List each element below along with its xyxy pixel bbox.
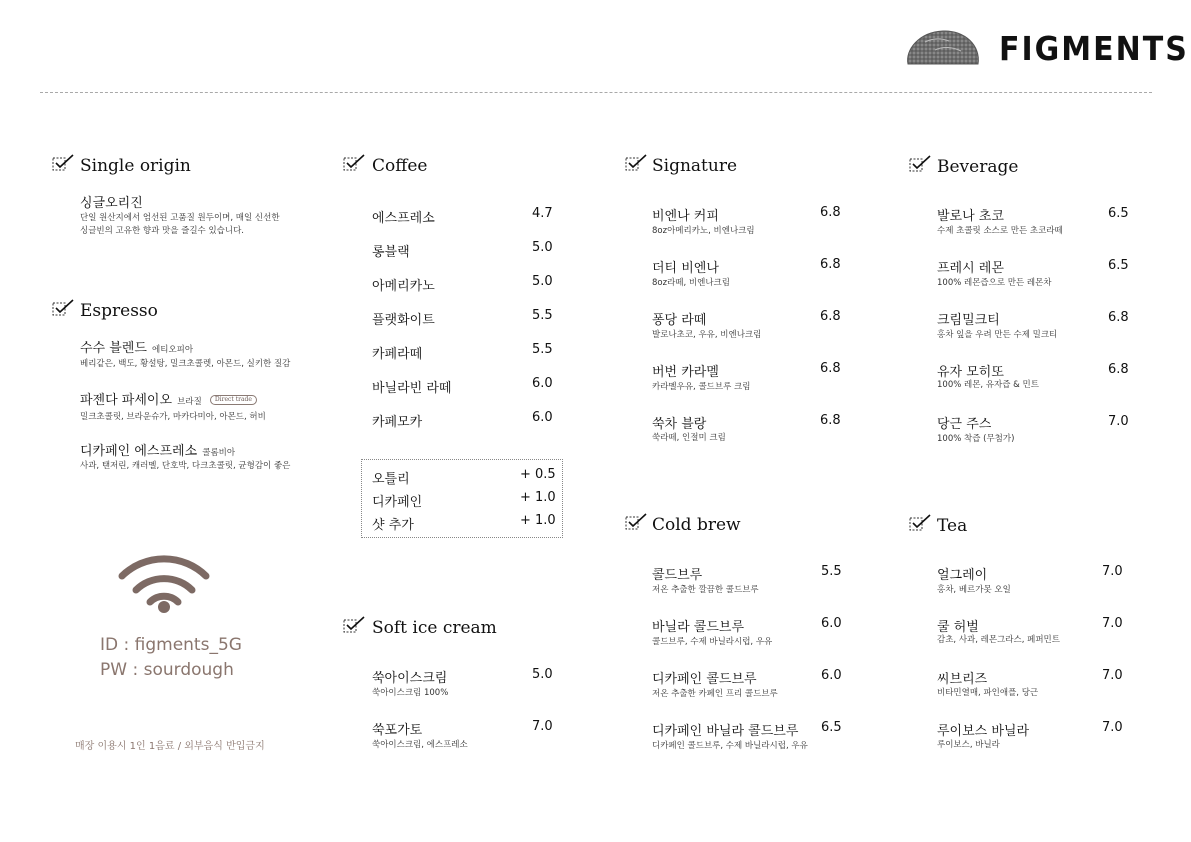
direct-trade-badge: Direct trade: [210, 395, 257, 405]
coffee-item-name: 카페모카: [372, 415, 423, 430]
beverage-item-name: 프레시 레몬: [937, 261, 1004, 276]
section-title-beverage: Beverage: [937, 157, 1019, 177]
coffee-option-price: + 1.0: [520, 490, 556, 505]
checkbox-check-icon: [909, 154, 931, 172]
coffee-item-price: 5.5: [532, 308, 553, 323]
single-origin-desc-line1: 단일 원산지에서 엄선된 고품질 원두이며, 매일 신선한: [80, 213, 280, 223]
signature-item-desc: 쑥라떼, 인절미 크림: [652, 433, 726, 443]
tea-item-price: 7.0: [1102, 616, 1123, 631]
tea-item-name: 얼그레이: [937, 568, 988, 583]
signature-item-price: 6.8: [820, 205, 841, 220]
coffee-item-price: 4.7: [532, 206, 553, 221]
cold-brew-item-price: 5.5: [821, 564, 842, 579]
ice-cream-item-price: 5.0: [532, 667, 553, 682]
signature-item-desc: 카라멜우유, 콜드브루 크림: [652, 382, 751, 392]
signature-item-name: 비엔나 커피: [652, 209, 719, 224]
espresso-item: [80, 337, 193, 356]
tea-item-desc: 비타민열매, 파인애플, 당근: [937, 688, 1039, 698]
tea-item-desc: 루이보스, 바닐라: [937, 740, 1000, 750]
tea-item-desc: 감초, 사과, 레몬그라스, 페퍼민트: [937, 635, 1060, 645]
section-title-coffee: Coffee: [372, 156, 428, 176]
coffee-item-name: 아메리카노: [372, 279, 435, 294]
espresso-item-name: 수수 블렌드: [80, 341, 147, 356]
beverage-item-name: 발로나 초코: [937, 209, 1004, 224]
espresso-item-notes: 사과, 탠저린, 캐러멜, 단호박, 다크초콜릿, 균형감이 좋은: [80, 461, 291, 471]
brand-name: FIGMENTS: [999, 30, 1189, 69]
coffee-item-price: 5.5: [532, 342, 553, 357]
signature-item-name: 쑥차 블랑: [652, 417, 707, 432]
section-title-cold-brew: Cold brew: [652, 515, 741, 535]
tea-item-name: 씨브리즈: [937, 672, 988, 687]
coffee-option-name: 디카페인: [372, 495, 423, 510]
espresso-item-origin: 콜롬비아: [202, 448, 236, 458]
signature-item-price: 6.8: [820, 413, 841, 428]
beverage-item-name: 크림밀크티: [937, 313, 1000, 328]
tea-item-name: 루이보스 바닐라: [937, 724, 1030, 739]
section-title-espresso: Espresso: [80, 301, 158, 321]
tea-item-price: 7.0: [1102, 668, 1123, 683]
cold-brew-item-price: 6.0: [821, 616, 842, 631]
coffee-option-price: + 0.5: [520, 467, 556, 482]
espresso-item-name: 디카페인 에스프레소: [80, 444, 198, 459]
coffee-item-price: 6.0: [532, 410, 553, 425]
coffee-option-name: 샷 추가: [372, 518, 414, 533]
espresso-item-origin: 에티오피아: [152, 345, 194, 355]
checkbox-check-icon: [52, 153, 74, 171]
tea-item-price: 7.0: [1102, 720, 1123, 735]
signature-item-desc: 발로나초코, 우유, 비엔나크림: [652, 330, 762, 340]
coffee-item-name: 바닐라빈 라떼: [372, 381, 452, 396]
beverage-item-price: 6.5: [1108, 206, 1129, 221]
beverage-item-desc: 100% 착즙 (무첨가): [937, 434, 1015, 444]
ice-cream-item-name: 쑥포가토: [372, 723, 423, 738]
beverage-item-name: 당근 주스: [937, 417, 992, 432]
bread-loaf-icon: [905, 28, 981, 68]
signature-item-name: 버번 카라멜: [652, 365, 719, 380]
signature-item-price: 6.8: [820, 309, 841, 324]
tea-item-name: 쿨 허벌: [937, 620, 979, 635]
wifi-icon: [118, 550, 210, 616]
espresso-item-notes: 베리같은, 백도, 황설탕, 밀크초콜렛, 아몬드, 실키한 질감: [80, 359, 291, 369]
cold-brew-item-desc: 콜드브루, 수제 바닐라시럽, 우유: [652, 637, 773, 647]
signature-item-desc: 8oz아메리카노, 비엔나크림: [652, 226, 755, 236]
coffee-item-price: 6.0: [532, 376, 553, 391]
wifi-id: ID : figments_5G: [100, 635, 242, 655]
signature-item-name: 퐁당 라떼: [652, 313, 707, 328]
signature-item-price: 6.8: [820, 361, 841, 376]
beverage-item-name: 유자 모히또: [937, 365, 1004, 380]
brand-logo: [905, 28, 1189, 70]
beverage-item-price: 6.8: [1108, 362, 1129, 377]
coffee-item-price: 5.0: [532, 274, 553, 289]
cold-brew-item-name: 콜드브루: [652, 568, 703, 583]
header-divider: [40, 92, 1152, 93]
beverage-item-price: 7.0: [1108, 414, 1129, 429]
espresso-item: [80, 389, 257, 408]
beverage-item-price: 6.8: [1108, 310, 1129, 325]
cold-brew-item-price: 6.5: [821, 720, 842, 735]
espresso-item-origin: 브라질: [177, 397, 202, 407]
cold-brew-item-desc: 디카페인 콜드브루, 수제 바닐라시럽, 우유: [652, 741, 808, 751]
coffee-item-name: 에스프레소: [372, 211, 435, 226]
cold-brew-item-name: 바닐라 콜드브루: [652, 620, 745, 635]
beverage-item-desc: 100% 레몬즙으로 만든 레몬차: [937, 278, 1052, 288]
coffee-item-price: 5.0: [532, 240, 553, 255]
checkbox-check-icon: [343, 153, 365, 171]
ice-cream-item-desc: 쑥아이스크림, 에스프레소: [372, 740, 468, 750]
coffee-item-name: 카페라떼: [372, 347, 423, 362]
cold-brew-item-name: 디카페인 콜드브루: [652, 672, 757, 687]
cold-brew-item-desc: 저온 추출한 깔끔한 콜드브루: [652, 585, 759, 595]
single-origin-desc: [80, 212, 280, 238]
signature-item-desc: 8oz라떼, 비엔나크림: [652, 278, 730, 288]
checkbox-check-icon: [625, 512, 647, 530]
cold-brew-item-desc: 저온 추출한 카페인 프리 콜드브루: [652, 689, 778, 699]
ice-cream-item-desc: 쑥아이스크림 100%: [372, 688, 449, 698]
beverage-item-price: 6.5: [1108, 258, 1129, 273]
coffee-option-name: 오틀리: [372, 472, 410, 487]
signature-item-price: 6.8: [820, 257, 841, 272]
checkbox-check-icon: [52, 298, 74, 316]
ice-cream-item-price: 7.0: [532, 719, 553, 734]
espresso-item-notes: 밀크초콜릿, 브라운슈가, 마카다미아, 아몬드, 허비: [80, 412, 266, 422]
checkbox-check-icon: [909, 513, 931, 531]
section-title-soft-ice-cream: Soft ice cream: [372, 618, 497, 638]
section-title-signature: Signature: [652, 156, 738, 176]
cold-brew-item-name: 디카페인 바닐라 콜드브루: [652, 724, 799, 739]
tea-item-desc: 홍차, 베르가못 오일: [937, 585, 1011, 595]
checkbox-check-icon: [343, 615, 365, 633]
single-origin-desc-line2: 싱글빈의 고유한 향과 맛을 즐길수 있습니다.: [80, 226, 245, 236]
coffee-item-name: 롱블랙: [372, 245, 410, 260]
signature-item-name: 더티 비엔나: [652, 261, 719, 276]
coffee-item-name: 플랫화이트: [372, 313, 435, 328]
single-origin-ko-title: 싱글오리진: [80, 196, 143, 211]
beverage-item-desc: 수제 초콜릿 소스로 만든 초코라떼: [937, 226, 1063, 236]
beverage-item-desc: 홍차 잎을 우려 만든 수제 밀크티: [937, 330, 1058, 340]
cold-brew-item-price: 6.0: [821, 668, 842, 683]
store-notice: 매장 이용시 1인 1음료 / 외부음식 반입금지: [75, 741, 265, 752]
ice-cream-item-name: 쑥아이스크림: [372, 671, 448, 686]
section-title-single-origin: Single origin: [80, 156, 191, 176]
coffee-option-price: + 1.0: [520, 513, 556, 528]
section-title-tea: Tea: [937, 516, 968, 536]
espresso-item-name: 파젠다 파세이오: [80, 393, 173, 408]
checkbox-check-icon: [625, 153, 647, 171]
espresso-item: [80, 440, 235, 459]
wifi-password: PW : sourdough: [100, 660, 234, 680]
tea-item-price: 7.0: [1102, 564, 1123, 579]
beverage-item-desc: 100% 레몬, 유자즙 & 민트: [937, 380, 1039, 390]
